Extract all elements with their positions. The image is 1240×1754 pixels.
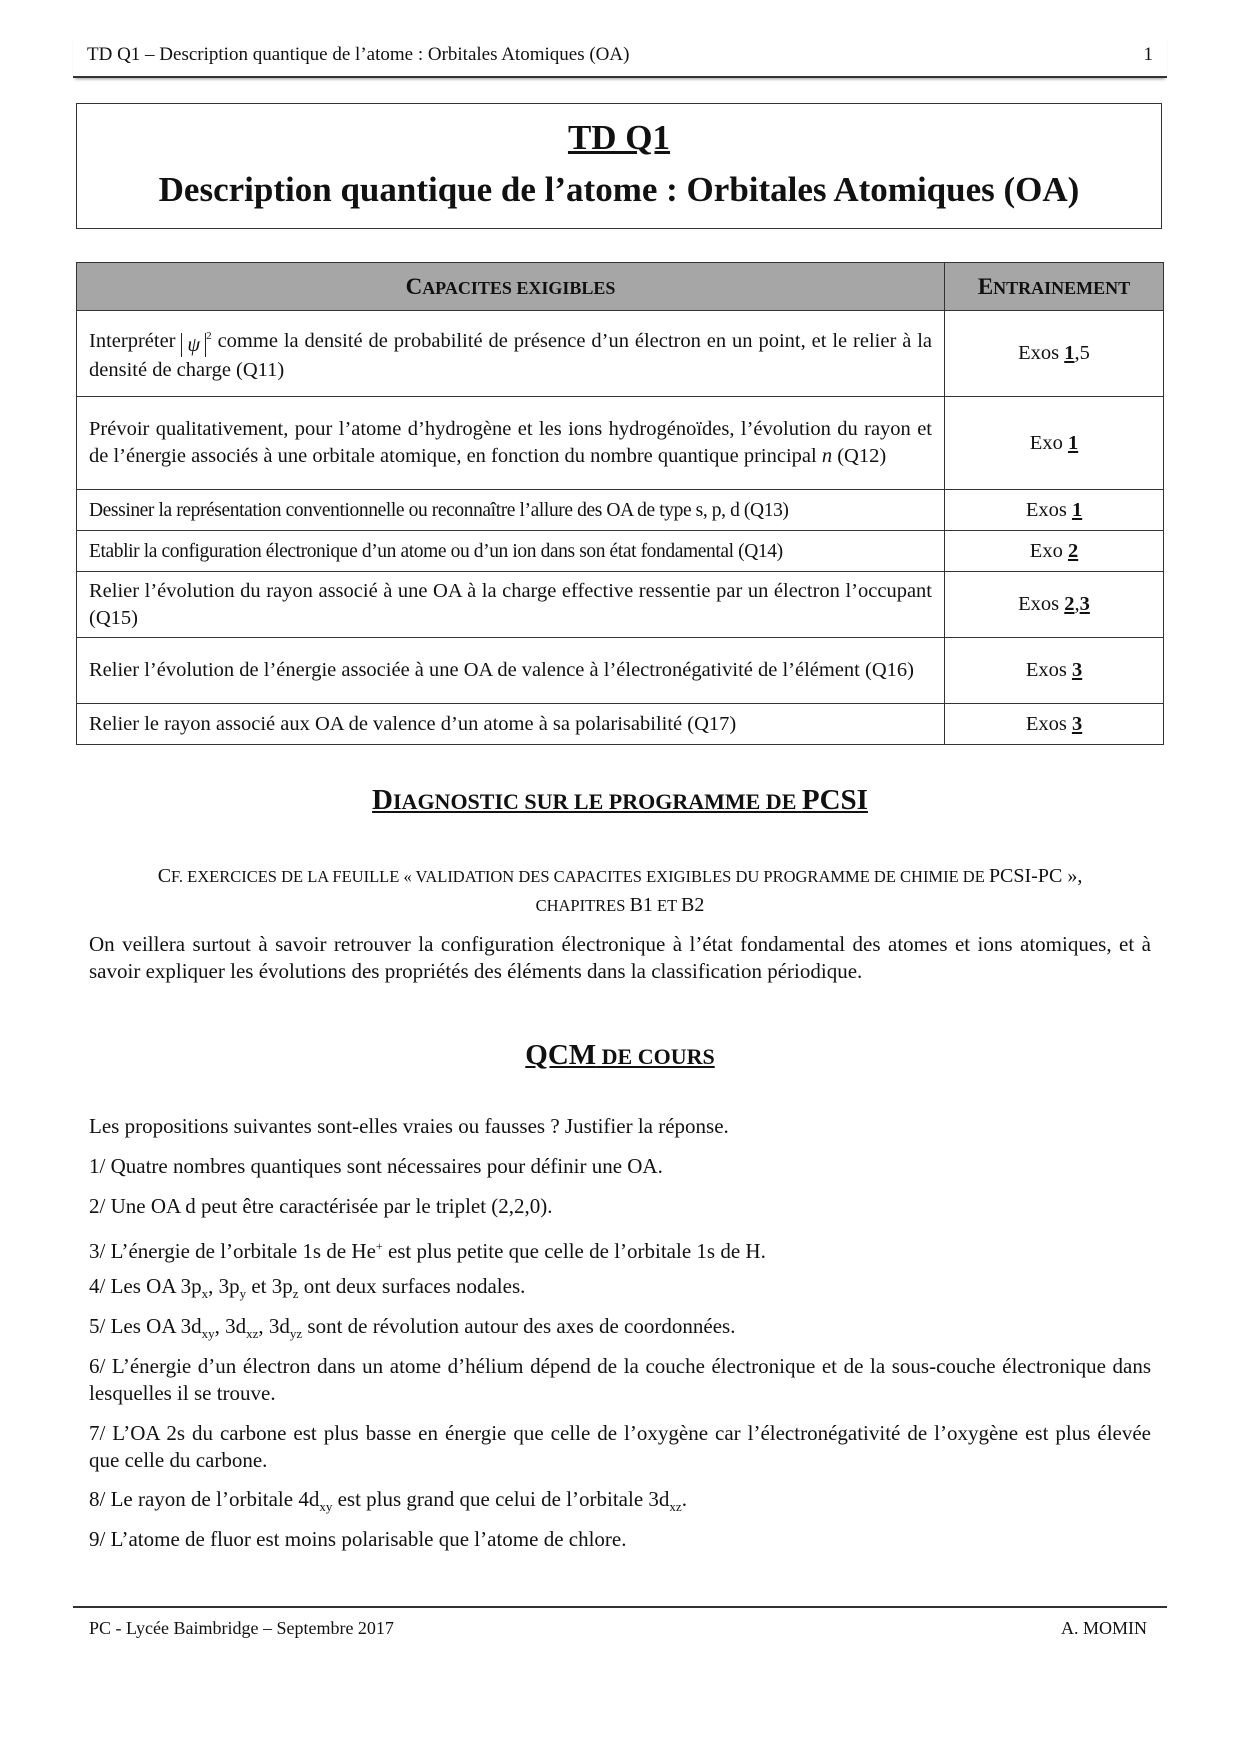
qcm-question-3: 3/ L’énergie de l’orbitale 1s de He+ est plus petite que celle de l’orbitale 1s de H. [89,1239,766,1263]
qcm-question-4: 4/ Les OA $3p_x$, $3p_y$ et $3p_z$ ont deux surfaces nodales. [89,1274,526,1302]
exercise-cell: Exo 1 [945,397,1164,490]
diagnostic-paragraph: On veillera surtout à savoir retrouver la configuration électronique à l’état fondamental des atomes et ions atomiques, et à savoir expliquer les évolutions des propriétés des éléments dans la classification périodique. [89,932,1151,983]
psi-symbol: ψ [181,333,206,357]
qcm-question-6: 6/ L’énergie d’un électron dans un atome d’hélium dépend de la couche électronique et de la sous-couche électronique dans lesquelles il se trouve. [89,1354,1151,1405]
col-capacites-header: CAPACITES EXIGIBLES [77,263,945,311]
header-title: TD Q1 – Description quantique de l’atome : Orbitales Atomiques (OA) [87,44,630,65]
capacity-cell: Prévoir qualitativement, pour l’atome d’hydrogène et les ions hydrogénoïdes, l’évolution du rayon et de l’énergie associés à une orbitale atomique, en fonction du nombre quantique principal n (Q12) [77,397,945,490]
table-row [77,638,1164,704]
footer-left: PC - Lycée Baimbridge – Septembre 2017 [89,1618,394,1638]
capacity-cell: Etablir la configuration électronique d’un atome ou d’un ion dans son état fondamental (Q14) [77,531,945,572]
cf-line-1: CF. EXERCICES DE LA FEUILLE « VALIDATION DES CAPACITES EXIGIBLES DU PROGRAMME DE CHIMIE DE PCSI-PC », [157,865,1083,887]
qcm-question-9: 9/ L’atome de fluor est moins polarisable que l’atome de chlore. [89,1527,627,1551]
footer-author: A. MOMIN [1060,1618,1147,1638]
table-row [77,311,1164,397]
capacity-cell: Interpréter ψ $^2$ comme la densité de probabilité de présence d’un électron en un point, et le relier à la densité de charge (Q11) [77,311,945,397]
exercise-cell: Exos 3 [945,704,1164,745]
cf-line-2: CHAPITRES B1 ET B2 [535,894,705,916]
qcm-intro: Les propositions suivantes sont-elles vraies ou fausses ? Justifier la réponse. [89,1114,729,1138]
exercise-cell: Exos 2,3 [945,572,1164,638]
qcm-question-2: 2/ Une OA d peut être caractérisée par le triplet (2,2,0). [89,1194,553,1218]
cf-note [100,862,1140,920]
capacity-cell: Relier l’évolution de l’énergie associée à une OA de valence à l’électronégativité de l’élément (Q16) [77,638,945,704]
table-header-row [77,263,1164,311]
qcm-question-7: 7/ L’OA 2s du carbone est plus basse en énergie que celle de l’oxygène car l’électronégativité de l’oxygène est plus élevée que celle du carbone. [89,1421,1151,1472]
exercise-cell: Exos 3 [945,638,1164,704]
exercise-cell: Exos 1 [945,490,1164,531]
page-footer [73,1606,1167,1644]
qcm-question-5: 5/ Les OA $3d_{xy}$, $3d_{xz}$, $3d_{yz}$ sont de révolution autour des axes de coordonnées. [89,1314,736,1342]
capacity-cell: Dessiner la représentation conventionnelle ou reconnaître l’allure des OA de type s, p, d (Q13) [77,490,945,531]
table-row [77,490,1164,531]
diagnostic-heading: DIAGNOSTIC SUR LE PROGRAMME DE PCSI [372,784,868,816]
page-number: 1 [1143,44,1153,65]
table-row [77,704,1164,745]
doc-code: TD Q1 [567,118,671,157]
table-row [77,397,1164,490]
capacity-cell: Relier l’évolution du rayon associé à une OA à la charge effective ressentie par un électron l’occupant (Q15) [77,572,945,638]
exercise-cell: Exo 2 [945,531,1164,572]
col-entrainement-header: ENTRAINEMENT [945,263,1164,311]
qcm-question-1: 1/ Quatre nombres quantiques sont nécessaires pour définir une OA. [89,1154,663,1178]
exercise-cell: Exos 1,5 [945,311,1164,397]
table-row [77,531,1164,572]
title-box [76,103,1162,229]
qcm-question-8: 8/ Le rayon de l’orbitale $4d_{xy}$ est plus grand que celui de l’orbitale $3d_{xz}$. [89,1487,687,1515]
table-row [77,572,1164,638]
qcm-heading: QCM DE COURS [525,1039,715,1071]
capacities-table [76,262,1164,745]
page-header [73,36,1167,78]
doc-title: Description quantique de l’atome : Orbitales Atomiques (OA) [158,170,1080,209]
capacity-cell: Relier le rayon associé aux OA de valence d’un atome à sa polarisabilité (Q17) [77,704,945,745]
